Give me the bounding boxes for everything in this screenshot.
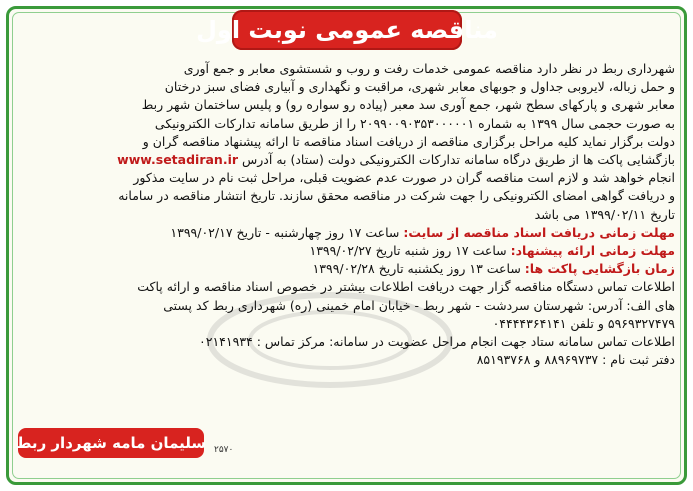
deadline-envelope-opening xyxy=(18,260,675,278)
page-title: مناقصه عمومی نوبت اول xyxy=(196,16,498,44)
paragraph-line: تاریخ ۱۳۹۹/۰۲/۱۱ می باشد xyxy=(534,206,675,222)
signature: سلیمان مامه شهردار ربط xyxy=(15,434,207,452)
contact-info xyxy=(18,278,675,369)
deadline-value: ساعت ۱۳ روز یکشنبه تاریخ ۱۳۹۹/۰۲/۲۸ xyxy=(312,261,525,277)
contact-line: های الف: آدرس: شهرستان سردشت - شهر ربط - خیابان امام خمینی (ره) شهرداری ربط کد پستی xyxy=(163,297,675,313)
contact-line: ۵۹۶۹۳۲۷۴۷۹ و تلفن ۰۴۴۴۴۳۶۴۱۴۱ xyxy=(492,315,675,331)
title-banner xyxy=(196,10,498,50)
paragraph-line: دولت برگزار نماید کلیه مراحل برگزاری مناقصه از دریافت اسناد مناقصه تا ارائه پیشنهاد مناقصه گران و xyxy=(142,133,675,149)
signature-banner xyxy=(15,428,207,458)
website-link[interactable]: www.setadiran.ir xyxy=(117,152,239,168)
paragraph-line: انجام خواهد شد و لازم است مناقصه گران در صورت عدم عضویت قبلی، مراحل ثبت نام در سایت مذکور xyxy=(133,170,675,186)
deadlines-list xyxy=(18,224,675,279)
paragraph-line: و دریافت گواهی امضای الکترونیکی را جهت شرکت در مناقصه محقق سازند. تاریخ انتشار مناقصه در سامانه xyxy=(118,188,675,204)
deadline-label: مهلت زمانی دریافت اسناد مناقصه از سایت: xyxy=(403,224,675,240)
contact-line: اطلاعات تماس دستگاه مناقصه گزار جهت دریافت اطلاعات بیشتر در خصوص اسناد مناقصه و ارائه پاکت xyxy=(137,279,675,295)
paragraph-line: بازگشایی پاکت ها از طریق درگاه سامانه تدارکات الکترونیکی دولت (ستاد) به آدرس xyxy=(242,152,675,168)
deadline-value: ساعت ۱۷ روز چهارشنبه - تاریخ ۱۳۹۹/۰۲/۱۷ xyxy=(170,224,404,240)
deadline-value: ساعت ۱۷ روز شنبه تاریخ ۱۳۹۹/۰۲/۲۷ xyxy=(309,243,511,259)
contact-line: دفتر ثبت نام : ۸۸۹۶۹۷۳۷ و ۸۵۱۹۳۷۶۸ xyxy=(476,352,675,368)
deadline-proposal-submission xyxy=(18,242,675,260)
paragraph-line: به صورت حجمی سال ۱۳۹۹ به شماره ۲۰۹۹۰۰۹۰۳۵۳۰۰۰۰۰۱ را از طریق سامانه تدارکات الکترونیکی xyxy=(154,115,675,131)
announcement-paragraph xyxy=(18,60,675,224)
notice-body xyxy=(18,60,675,369)
paragraph-line: و حمل زباله، لایروبی جداول و جوبهای معابر شهری، مراقبت و نگهداری و آبیاری فضای سبز درختان xyxy=(164,79,675,95)
ad-code: ۲۵۷۰ xyxy=(214,445,234,455)
contact-line: اطلاعات تماس سامانه ستاد جهت انجام مراحل عضویت در سامانه: مرکز تماس : ۰۲۱۴۱۹۳۴ xyxy=(199,334,675,350)
paragraph-line: شهرداری ربط در نظر دارد مناقصه عمومی خدمات رفت و روب و شستشوی معابر و جمع آوری xyxy=(183,61,675,76)
deadline-label: زمان بازگشایی پاکت ها: xyxy=(524,261,675,277)
deadline-label: مهلت زمانی ارائه پیشنهاد: xyxy=(510,243,675,259)
deadline-document-download xyxy=(18,224,675,242)
paragraph-line-with-url xyxy=(18,151,675,169)
paragraph-line: معابر شهری و پارکهای سطح شهر، جمع آوری سد معبر (پیاده رو سواره رو) و پلیس ساختمان شهر ربط xyxy=(141,97,675,113)
